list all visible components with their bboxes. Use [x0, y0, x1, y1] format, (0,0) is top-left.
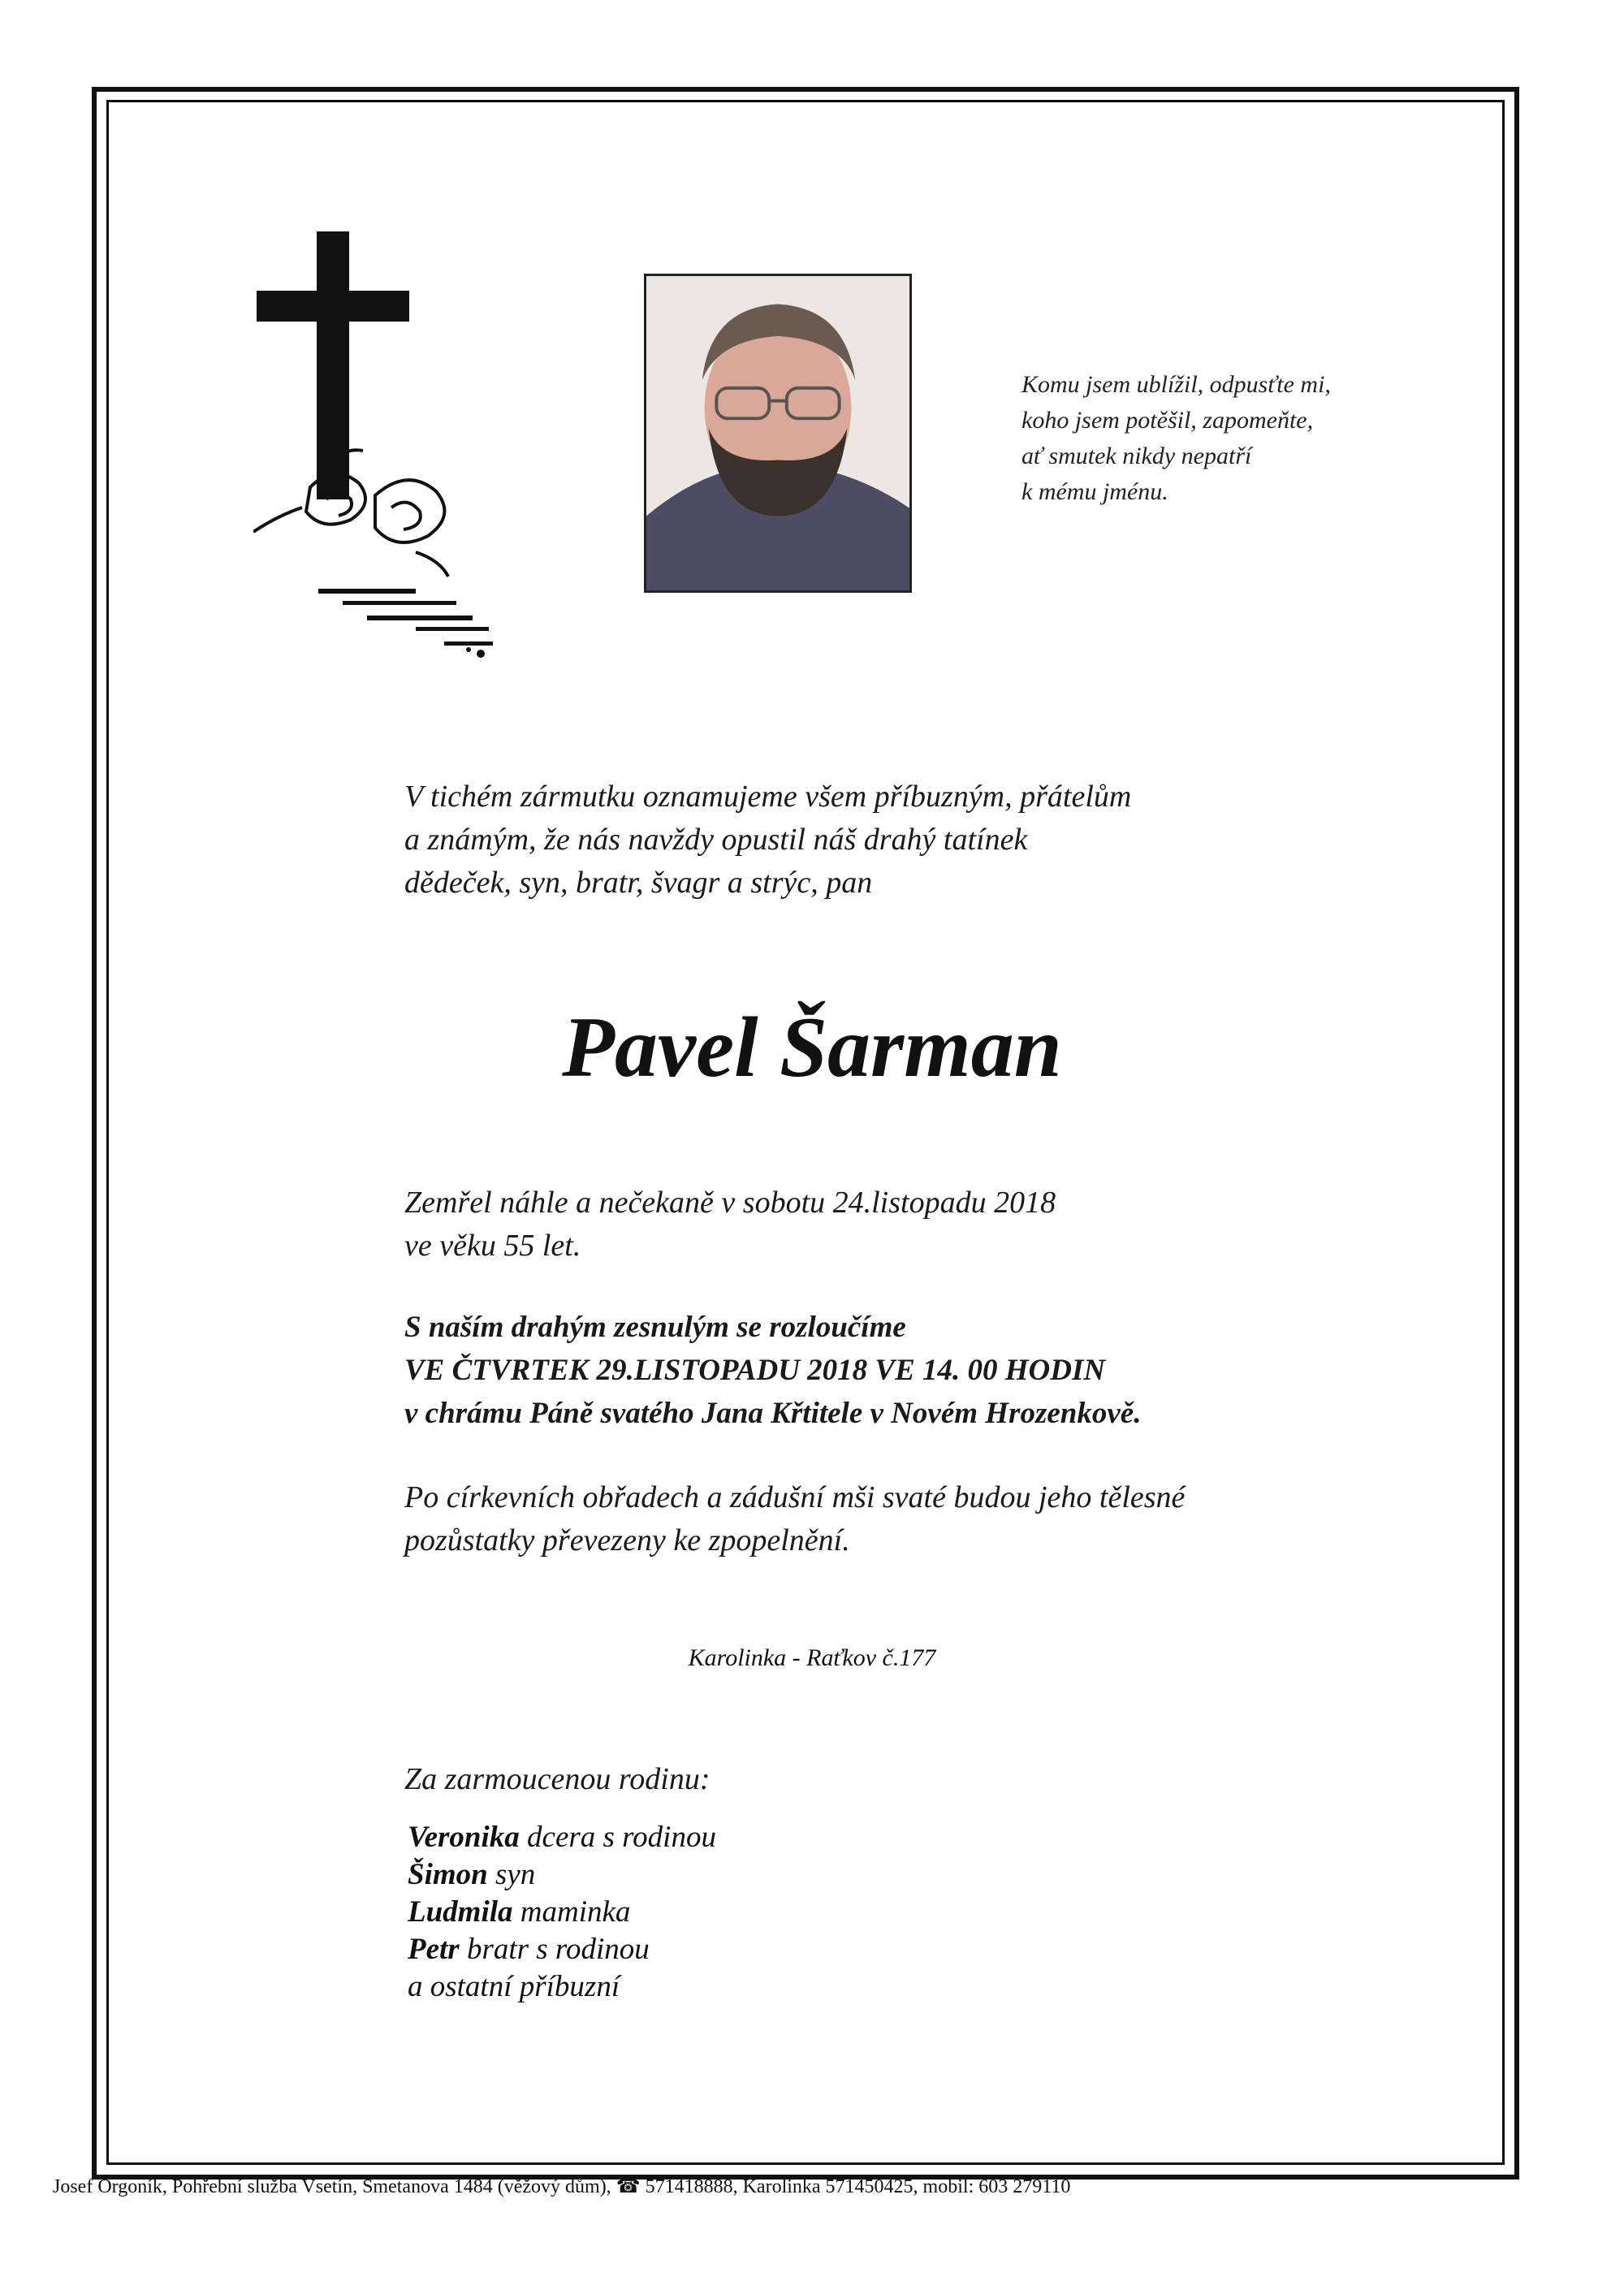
deceased-name: Pavel Šarman — [562, 1000, 1062, 1095]
phone-icon: ☎ — [615, 2176, 641, 2197]
footer-phones: 571418888, Karolinka 571450425, mobil: 603 279110 — [645, 2176, 1071, 2197]
verse-line: ať smutek nikdy nepatří — [1021, 443, 1252, 469]
address: Karolinka - Raťkov č.177 — [688, 1644, 936, 1671]
funeral-line: S naším drahým zesnulým se rozloučíme — [404, 1311, 906, 1344]
funeral-paragraph — [404, 1306, 1141, 1435]
family-member-name: Ludmila — [408, 1895, 513, 1929]
verse-line: koho jsem potěšil, zapomeňte, — [1021, 407, 1314, 434]
death-line: Zemřel náhle a nečekaně v sobotu 24.listopadu 2018 — [404, 1186, 1056, 1220]
family-member-name: Šimon — [408, 1858, 488, 1891]
cremation-line: Po církevních obřadech a zádušní mši svaté budou jeho tělesné — [404, 1480, 1186, 1514]
announcement-line: V tichém zármutku oznamujeme všem příbuzným, přátelům — [404, 780, 1132, 814]
family-member — [408, 1819, 716, 1856]
family-member-relation: bratr s rodinou — [466, 1933, 650, 1966]
cremation-line: pozůstatky převezeny ke zpopelnění. — [404, 1523, 850, 1557]
cross-icon — [253, 227, 594, 666]
memorial-verse — [1021, 367, 1395, 510]
family-member-relation: maminka — [520, 1895, 631, 1929]
death-line: ve věku 55 let. — [404, 1229, 581, 1263]
family-member-name: Petr — [408, 1933, 460, 1966]
verse-line: k mému jménu. — [1021, 478, 1168, 505]
announcement-line: dědeček, syn, bratr, švagr a strýc, pan — [404, 866, 873, 900]
family-list — [408, 1819, 716, 2006]
family-member — [408, 1856, 716, 1894]
family-member-relation: a ostatní příbuzní — [408, 1970, 620, 2003]
announcement-paragraph — [404, 775, 1131, 905]
family-member — [408, 1968, 716, 2006]
verse-line: Komu jsem ublížil, odpusťte mi, — [1021, 371, 1331, 398]
funeral-service-footer — [53, 2175, 1070, 2199]
family-member-relation: dcera s rodinou — [527, 1821, 716, 1854]
funeral-line: VE ČTVRTEK 29.LISTOPADU 2018 VE 14. 00 HODIN — [404, 1354, 1106, 1387]
cremation-paragraph — [404, 1476, 1185, 1562]
family-member-relation: syn — [495, 1858, 536, 1891]
family-member — [408, 1894, 716, 1931]
funeral-line: v chrámu Páně svatého Jana Křtitele v Novém Hrozenkově. — [404, 1397, 1142, 1430]
death-paragraph — [404, 1182, 1056, 1268]
portrait-photo — [644, 274, 912, 593]
family-member — [408, 1931, 716, 1968]
family-member-name: Veronika — [408, 1821, 520, 1854]
announcement-line: a známým, že nás navždy opustil náš drahý tatínek — [404, 823, 1028, 857]
family-heading: Za zarmoucenou rodinu: — [404, 1762, 710, 1796]
footer-text: Josef Orgoník, Pohřební služba Vsetín, Smetanova 1484 (věžový dům), — [53, 2176, 611, 2197]
